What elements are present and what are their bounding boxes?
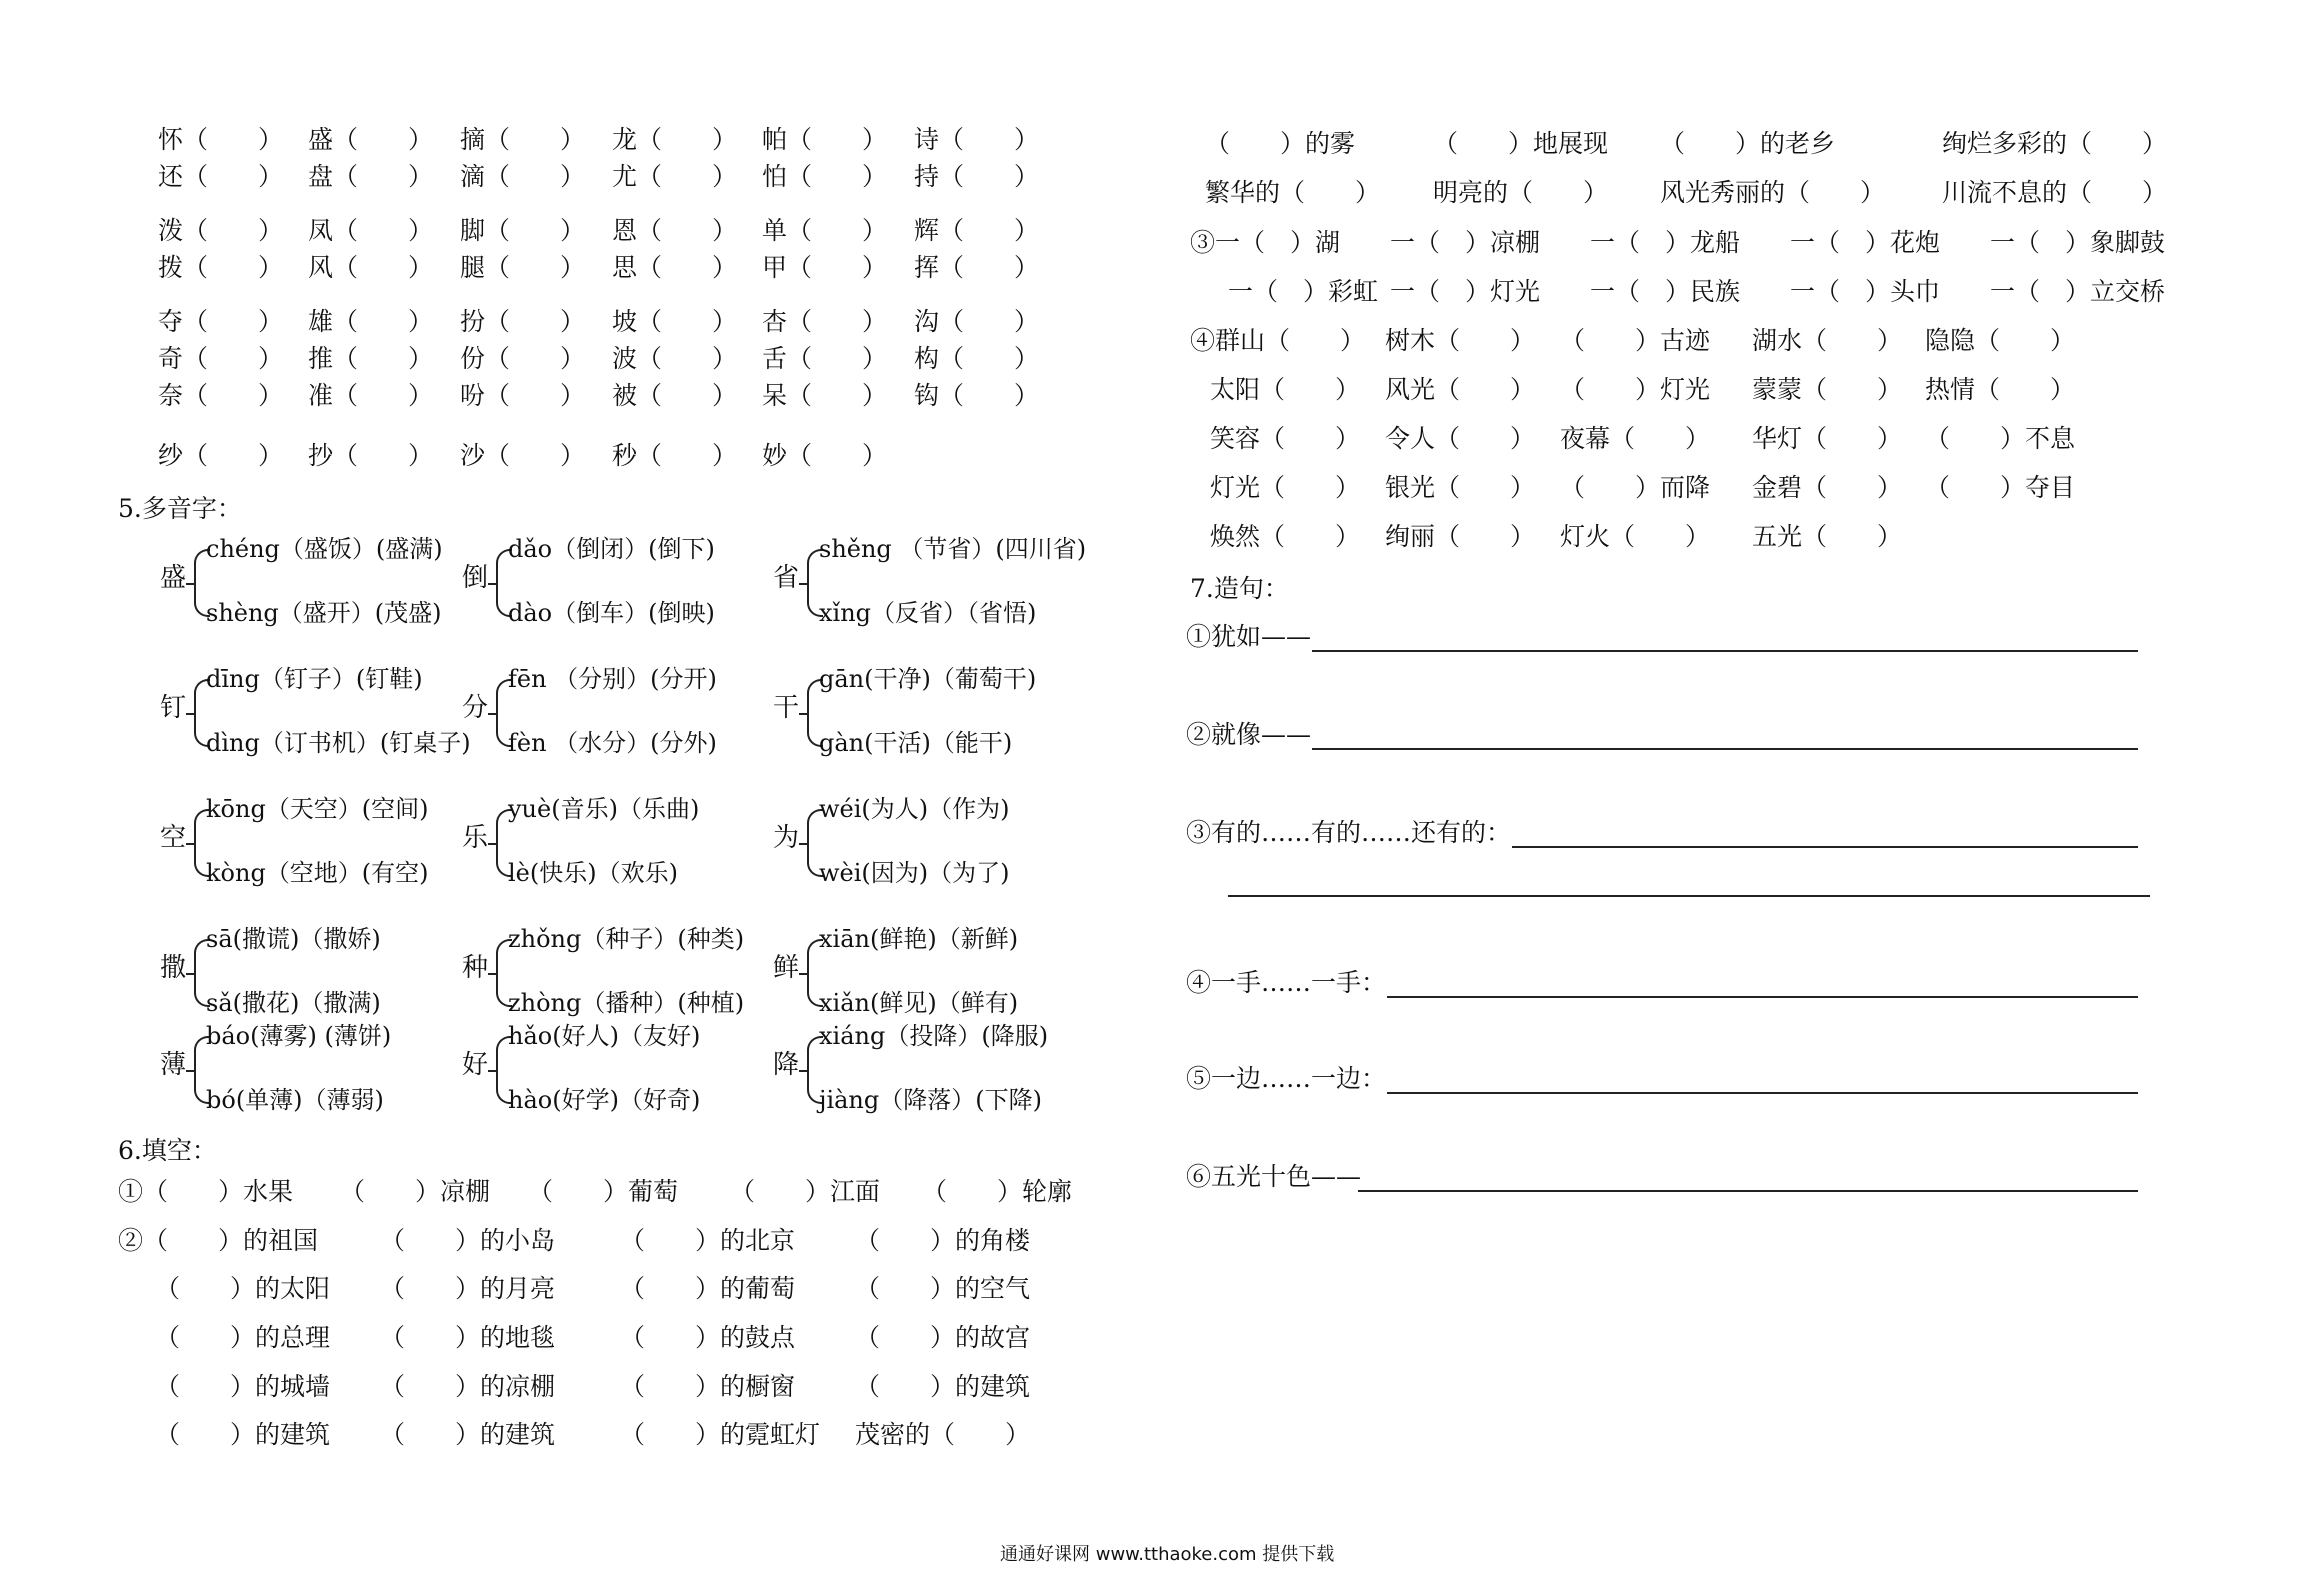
fill-item: （ ）的雾 (1205, 129, 1356, 158)
polyphone-reading: wéi(为人)（作为) (819, 795, 1010, 823)
word-item: 灯光（ ） (1210, 473, 1361, 502)
polyphone-reading: chéng（盛饭）(盛满) (206, 535, 443, 563)
fill-item: （ ）的城墙 (155, 1372, 331, 1401)
character-cell: 持（ ） (914, 162, 1040, 191)
fill-item: （ ）葡萄 (528, 1177, 679, 1206)
polyphone-char: 空 (160, 823, 187, 853)
answer-line (1312, 650, 2138, 652)
measure-item: 一（ ）凉棚 (1390, 228, 1541, 257)
character-cell: 推（ ） (308, 344, 434, 373)
character-cell: 帕（ ） (762, 125, 888, 154)
character-cell: 沙（ ） (460, 441, 586, 470)
measure-item: 一（ ）彩虹 (1228, 277, 1379, 306)
polyphone-reading: fèn （水分）(分外) (508, 729, 717, 757)
character-cell: 甲（ ） (762, 253, 888, 282)
answer-line (1387, 1092, 2138, 1094)
character-cell: 摘（ ） (460, 125, 586, 154)
polyphone-reading: shěng （节省）(四川省) (819, 535, 1087, 563)
character-cell: 怀（ ） (158, 125, 284, 154)
polyphone-char: 为 (773, 823, 800, 853)
polyphone-reading: fēn （分别）(分开) (508, 665, 717, 693)
polyphone-reading: hào(好学)（好奇) (508, 1086, 701, 1114)
fill-item: （ ）江面 (730, 1177, 881, 1206)
polyphone-char: 分 (462, 693, 489, 723)
fill-item: （ ）的霓虹灯 (620, 1420, 821, 1449)
sentence-prompt: ①犹如—— (1186, 622, 1312, 651)
word-item: （ ）而降 (1560, 473, 1711, 502)
word-item: （ ）夺目 (1925, 473, 2076, 502)
character-cell: 风（ ） (308, 253, 434, 282)
character-cell: 怕（ ） (762, 162, 888, 191)
polyphone-reading: hǎo(好人)（友好) (508, 1022, 701, 1050)
section-5-title: 5.多音字： (118, 494, 242, 523)
polyphone-char: 钉 (160, 693, 187, 723)
section-6-title: 6.填空： (118, 1136, 217, 1165)
measure-item: 一（ ）花炮 (1790, 228, 1941, 257)
fill-item: （ ）的鼓点 (620, 1323, 796, 1352)
polyphone-char: 好 (462, 1050, 489, 1080)
character-cell: 诗（ ） (914, 125, 1040, 154)
word-item: 笑容（ ） (1210, 424, 1361, 453)
answer-line (1387, 996, 2138, 998)
fill-item: （ ）的总理 (155, 1323, 331, 1352)
polyphone-reading: xiān(鲜艳)（新鲜) (819, 925, 1019, 953)
polyphone-reading: xǐng（反省）（省悟) (819, 599, 1037, 627)
answer-line (1312, 748, 2138, 750)
word-item: 蒙蒙（ ） (1752, 375, 1903, 404)
character-cell: 准（ ） (308, 381, 434, 410)
fill-item: （ ）的建筑 (855, 1372, 1031, 1401)
word-item: 隐隐（ ） (1925, 326, 2076, 355)
polyphone-char: 省 (773, 563, 800, 593)
polyphone-reading: lè(快乐)（欢乐) (508, 859, 678, 887)
word-item: 湖水（ ） (1752, 326, 1903, 355)
fill-item: （ ）的凉棚 (380, 1372, 556, 1401)
fill-item: （ ）轮廓 (922, 1177, 1073, 1206)
measure-item: 一（ ）龙船 (1590, 228, 1741, 257)
fill-item: （ ）的建筑 (155, 1420, 331, 1449)
sentence-prompt: ⑤一边……一边： (1186, 1064, 1387, 1093)
measure-item: 一（ ）头巾 (1790, 277, 1941, 306)
character-cell: 盛（ ） (308, 125, 434, 154)
polyphone-reading: gān(干净)（葡萄干) (819, 665, 1037, 693)
character-cell: 奇（ ） (158, 344, 284, 373)
word-item: ④群山（ ） (1190, 326, 1366, 355)
character-cell: 恩（ ） (612, 216, 738, 245)
fill-item: （ ）的空气 (855, 1274, 1031, 1303)
fill-item: （ ）的橱窗 (620, 1372, 796, 1401)
polyphone-reading: kōng（天空）(空间) (206, 795, 429, 823)
polyphone-char: 干 (773, 693, 800, 723)
character-cell: 杏（ ） (762, 307, 888, 336)
character-cell: 凤（ ） (308, 216, 434, 245)
character-cell: 辉（ ） (914, 216, 1040, 245)
fill-item: （ ）的小岛 (380, 1226, 556, 1255)
character-cell: 舌（ ） (762, 344, 888, 373)
measure-item: 一（ ）民族 (1590, 277, 1741, 306)
character-cell: 龙（ ） (612, 125, 738, 154)
fill-item: 繁华的（ ） (1205, 178, 1381, 207)
character-cell: 抄（ ） (308, 441, 434, 470)
polyphone-reading: bó(单薄)（薄弱) (206, 1086, 384, 1114)
fill-item: （ ）的角楼 (855, 1226, 1031, 1255)
character-cell: 挥（ ） (914, 253, 1040, 282)
sentence-prompt: ⑥五光十色—— (1186, 1162, 1362, 1191)
character-cell: 呆（ ） (762, 381, 888, 410)
character-cell: 单（ ） (762, 216, 888, 245)
word-item: 夜幕（ ） (1560, 424, 1711, 453)
measure-item: 一（ ）灯光 (1390, 277, 1541, 306)
word-item: 风光（ ） (1385, 375, 1536, 404)
character-cell: 尤（ ） (612, 162, 738, 191)
fill-item: 明亮的（ ） (1433, 178, 1609, 207)
character-cell: 份（ ） (460, 344, 586, 373)
polyphone-reading: jiàng（降落）(下降) (819, 1086, 1042, 1114)
fill-item: （ ）的老乡 (1660, 129, 1836, 158)
answer-line (1228, 895, 2150, 897)
word-item: 令人（ ） (1385, 424, 1536, 453)
fill-item: （ ）的地毯 (380, 1323, 556, 1352)
polyphone-reading: dīng（钉子）(钉鞋) (206, 665, 423, 693)
fill-item: 茂密的（ ） (855, 1420, 1031, 1449)
sentence-prompt: ③有的……有的……还有的： (1186, 818, 1512, 847)
character-cell: 夺（ ） (158, 307, 284, 336)
word-item: 金碧（ ） (1752, 473, 1903, 502)
polyphone-char: 盛 (160, 563, 187, 593)
fill-item: （ ）凉棚 (340, 1177, 491, 1206)
word-item: 五光（ ） (1752, 522, 1903, 551)
character-cell: 脚（ ） (460, 216, 586, 245)
fill-item: （ ）的太阳 (155, 1274, 331, 1303)
word-item: （ ）灯光 (1560, 375, 1711, 404)
word-item: 绚丽（ ） (1385, 522, 1536, 551)
character-cell: 秒（ ） (612, 441, 738, 470)
polyphone-reading: gàn(干活)（能干) (819, 729, 1013, 757)
polyphone-char: 鲜 (773, 953, 800, 983)
polyphone-char: 撒 (160, 953, 187, 983)
character-cell: 雄（ ） (308, 307, 434, 336)
character-cell: 纱（ ） (158, 441, 284, 470)
word-item: 华灯（ ） (1752, 424, 1903, 453)
polyphone-char: 乐 (462, 823, 489, 853)
character-cell: 吩（ ） (460, 381, 586, 410)
polyphone-reading: shèng（盛开）(茂盛) (206, 599, 442, 627)
fill-item: （ ）的故宫 (855, 1323, 1031, 1352)
word-item: 热情（ ） (1925, 375, 2076, 404)
answer-line (1358, 1190, 2138, 1192)
fill-item: （ ）地展现 (1433, 129, 1609, 158)
fill-item: （ ）的月亮 (380, 1274, 556, 1303)
polyphone-reading: kòng（空地）(有空) (206, 859, 429, 887)
word-item: 树木（ ） (1385, 326, 1536, 355)
polyphone-reading: sǎ(撒花)（撒满) (206, 989, 381, 1017)
word-item: 焕然（ ） (1210, 522, 1361, 551)
polyphone-reading: yuè(音乐)（乐曲) (508, 795, 700, 823)
character-cell: 奈（ ） (158, 381, 284, 410)
character-cell: 思（ ） (612, 253, 738, 282)
character-cell: 盘（ ） (308, 162, 434, 191)
character-cell: 腿（ ） (460, 253, 586, 282)
fill-item: （ ）的葡萄 (620, 1274, 796, 1303)
fill-item: 绚烂多彩的（ ） (1942, 129, 2168, 158)
character-cell: 钩（ ） (914, 381, 1040, 410)
polyphone-reading: báo(薄雾) (薄饼) (206, 1022, 392, 1050)
polyphone-reading: dǎo（倒闭）(倒下) (508, 535, 715, 563)
measure-item: 一（ ）立交桥 (1990, 277, 2166, 306)
fill-item: （ ）的北京 (620, 1226, 796, 1255)
polyphone-char: 倒 (462, 563, 489, 593)
polyphone-reading: xiáng（投降）(降服) (819, 1022, 1049, 1050)
polyphone-reading: zhǒng（种子）(种类) (508, 925, 745, 953)
fill-item: 川流不息的（ ） (1942, 178, 2168, 207)
polyphone-char: 降 (773, 1050, 800, 1080)
character-cell: 拨（ ） (158, 253, 284, 282)
polyphone-char: 薄 (160, 1050, 187, 1080)
polyphone-reading: wèi(因为)（为了) (819, 859, 1010, 887)
polyphone-reading: sā(撒谎)（撒娇) (206, 925, 381, 953)
section-7-title: 7.造句： (1190, 574, 1289, 603)
polyphone-reading: xiǎn(鲜见)（鲜有) (819, 989, 1019, 1017)
fill-item: （ ）的建筑 (380, 1420, 556, 1449)
word-item: 银光（ ） (1385, 473, 1536, 502)
word-item: 灯火（ ） (1560, 522, 1711, 551)
character-cell: 沟（ ） (914, 307, 1040, 336)
character-cell: 构（ ） (914, 344, 1040, 373)
measure-item: 一（ ）象脚鼓 (1990, 228, 2166, 257)
character-cell: 波（ ） (612, 344, 738, 373)
character-cell: 泼（ ） (158, 216, 284, 245)
fill-item: ②（ ）的祖国 (118, 1226, 319, 1255)
word-item: 太阳（ ） (1210, 375, 1361, 404)
sentence-prompt: ②就像—— (1186, 720, 1312, 749)
polyphone-char: 种 (462, 953, 489, 983)
polyphone-reading: dìng（订书机）(钉桌子) (206, 729, 471, 757)
character-cell: 被（ ） (612, 381, 738, 410)
polyphone-reading: dào（倒车）(倒映) (508, 599, 715, 627)
word-item: （ ）古迹 (1560, 326, 1711, 355)
word-item: （ ）不息 (1925, 424, 2076, 453)
fill-item: 风光秀丽的（ ） (1660, 178, 1886, 207)
character-cell: 妙（ ） (762, 441, 888, 470)
character-cell: 还（ ） (158, 162, 284, 191)
sentence-prompt: ④一手……一手： (1186, 968, 1387, 997)
character-cell: 坡（ ） (612, 307, 738, 336)
polyphone-reading: zhòng（播种）(种植) (508, 989, 745, 1017)
character-cell: 扮（ ） (460, 307, 586, 336)
footer-text: 通通好课网 www.tthaoke.com 提供下载 (1000, 1544, 1335, 1565)
measure-item: ③一（ ）湖 (1190, 228, 1341, 257)
answer-line (1512, 846, 2138, 848)
character-cell: 滴（ ） (460, 162, 586, 191)
fill-item: ①（ ）水果 (118, 1177, 294, 1206)
